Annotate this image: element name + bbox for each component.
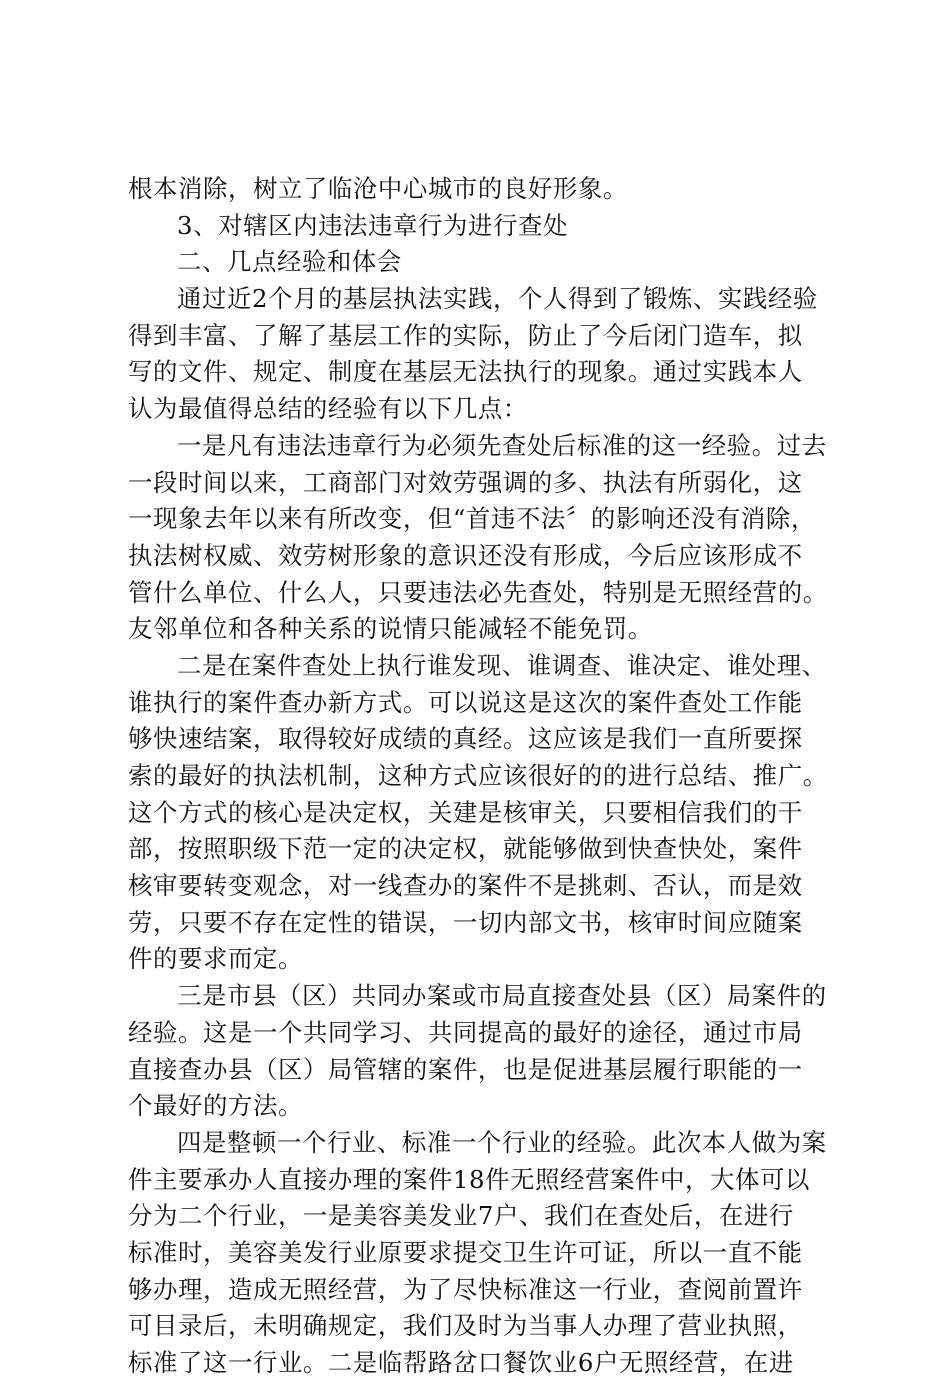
text-line: 直接查办县（区）局管辖的案件，也是促进基层履行职能的一 (128, 1054, 803, 1084)
text-line: 标准时，美容美发行业原要求提交卫生许可证，所以一直不能 (128, 1237, 803, 1267)
text-line: 管什么单位、什么人，只要违法必先查处，特别是无照经营的。 (128, 577, 828, 607)
text-line: 二是在案件查处上执行谁发现、谁调查、谁决定、谁处理、 (177, 650, 827, 680)
text-line: 件主要承办人直接办理的案件18件无照经营案件中，大体可以 (128, 1164, 810, 1194)
text-line: 一现象去年以来有所改变，但“首违不法〞的影响还没有消除， (128, 504, 816, 534)
text-line: 够快速结案，取得较好成绩的真经。这应该是我们一直所要探 (128, 724, 803, 754)
text-line: 核审要转变观念，对一线查办的案件不是挑刺、否认，而是效 (128, 871, 803, 901)
text-line: 这个方式的核心是决定权，关建是核审关，只要相信我们的干 (128, 797, 803, 827)
text-line: 得到丰富、了解了基层工作的实际，防止了今后闭门造车，拟 (128, 320, 803, 350)
text-line: 一段时间以来，工商部门对效劳强调的多、执法有所弱化，这 (128, 467, 803, 497)
text-line: 劳，只要不存在定性的错误，一切内部文书，核审时间应随案 (128, 907, 803, 937)
text-line: 标准了这一行业。二是临帮路岔口餐饮业6户无照经营，在进 (128, 1348, 794, 1377)
text-line: 三是市县（区）共同办案或市局直接查处县（区）局案件的 (177, 981, 827, 1011)
text-line: 分为二个行业，一是美容美发业7户、我们在查处后，在进行 (128, 1201, 794, 1231)
text-line: 索的最好的执法机制，这种方式应该很好的的进行总结、推广。 (128, 761, 828, 790)
text-line: 通过近2个月的基层执法实践，个人得到了锻炼、实践经验 (177, 284, 818, 314)
text-line: 二、几点经验和体会 (177, 247, 402, 277)
document-body (128, 171, 838, 1382)
text-line: 3、对辖区内违法违章行为进行查处 (177, 210, 568, 240)
text-line: 执法树权威、效劳树形象的意识还没有形成，今后应该形成不 (128, 540, 803, 570)
text-line: 够办理，造成无照经营，为了尽快标准这一行业，查阅前置许 (128, 1274, 803, 1304)
text-line: 根本消除，树立了临沧中心城市的良好形象。 (128, 174, 628, 203)
text-line: 部，按照职级下范一定的决定权，就能够做到快查快处，案件 (128, 834, 803, 864)
text-line: 认为最值得总结的经验有以下几点： (128, 394, 528, 424)
text-line: 谁执行的案件查办新方式。可以说这是这次的案件查处工作能 (128, 687, 803, 717)
text-line: 一是凡有违法违章行为必须先查处后标准的这一经验。过去 (177, 430, 827, 460)
text-line: 件的要求而定。 (128, 944, 303, 974)
text-line: 写的文件、规定、制度在基层无法执行的现象。通过实践本人 (128, 357, 803, 387)
text-line: 可目录后，未明确规定，我们及时为当事人办理了营业执照， (128, 1311, 803, 1341)
text-line: 个最好的方法。 (128, 1091, 303, 1121)
text-line: 经验。这是一个共同学习、共同提高的最好的途径，通过市局 (128, 1017, 803, 1047)
text-line: 四是整顿一个行业、标准一个行业的经验。此次本人做为案 (177, 1127, 827, 1157)
text-line: 友邻单位和各种关系的说情只能减轻不能免罚。 (128, 614, 653, 644)
